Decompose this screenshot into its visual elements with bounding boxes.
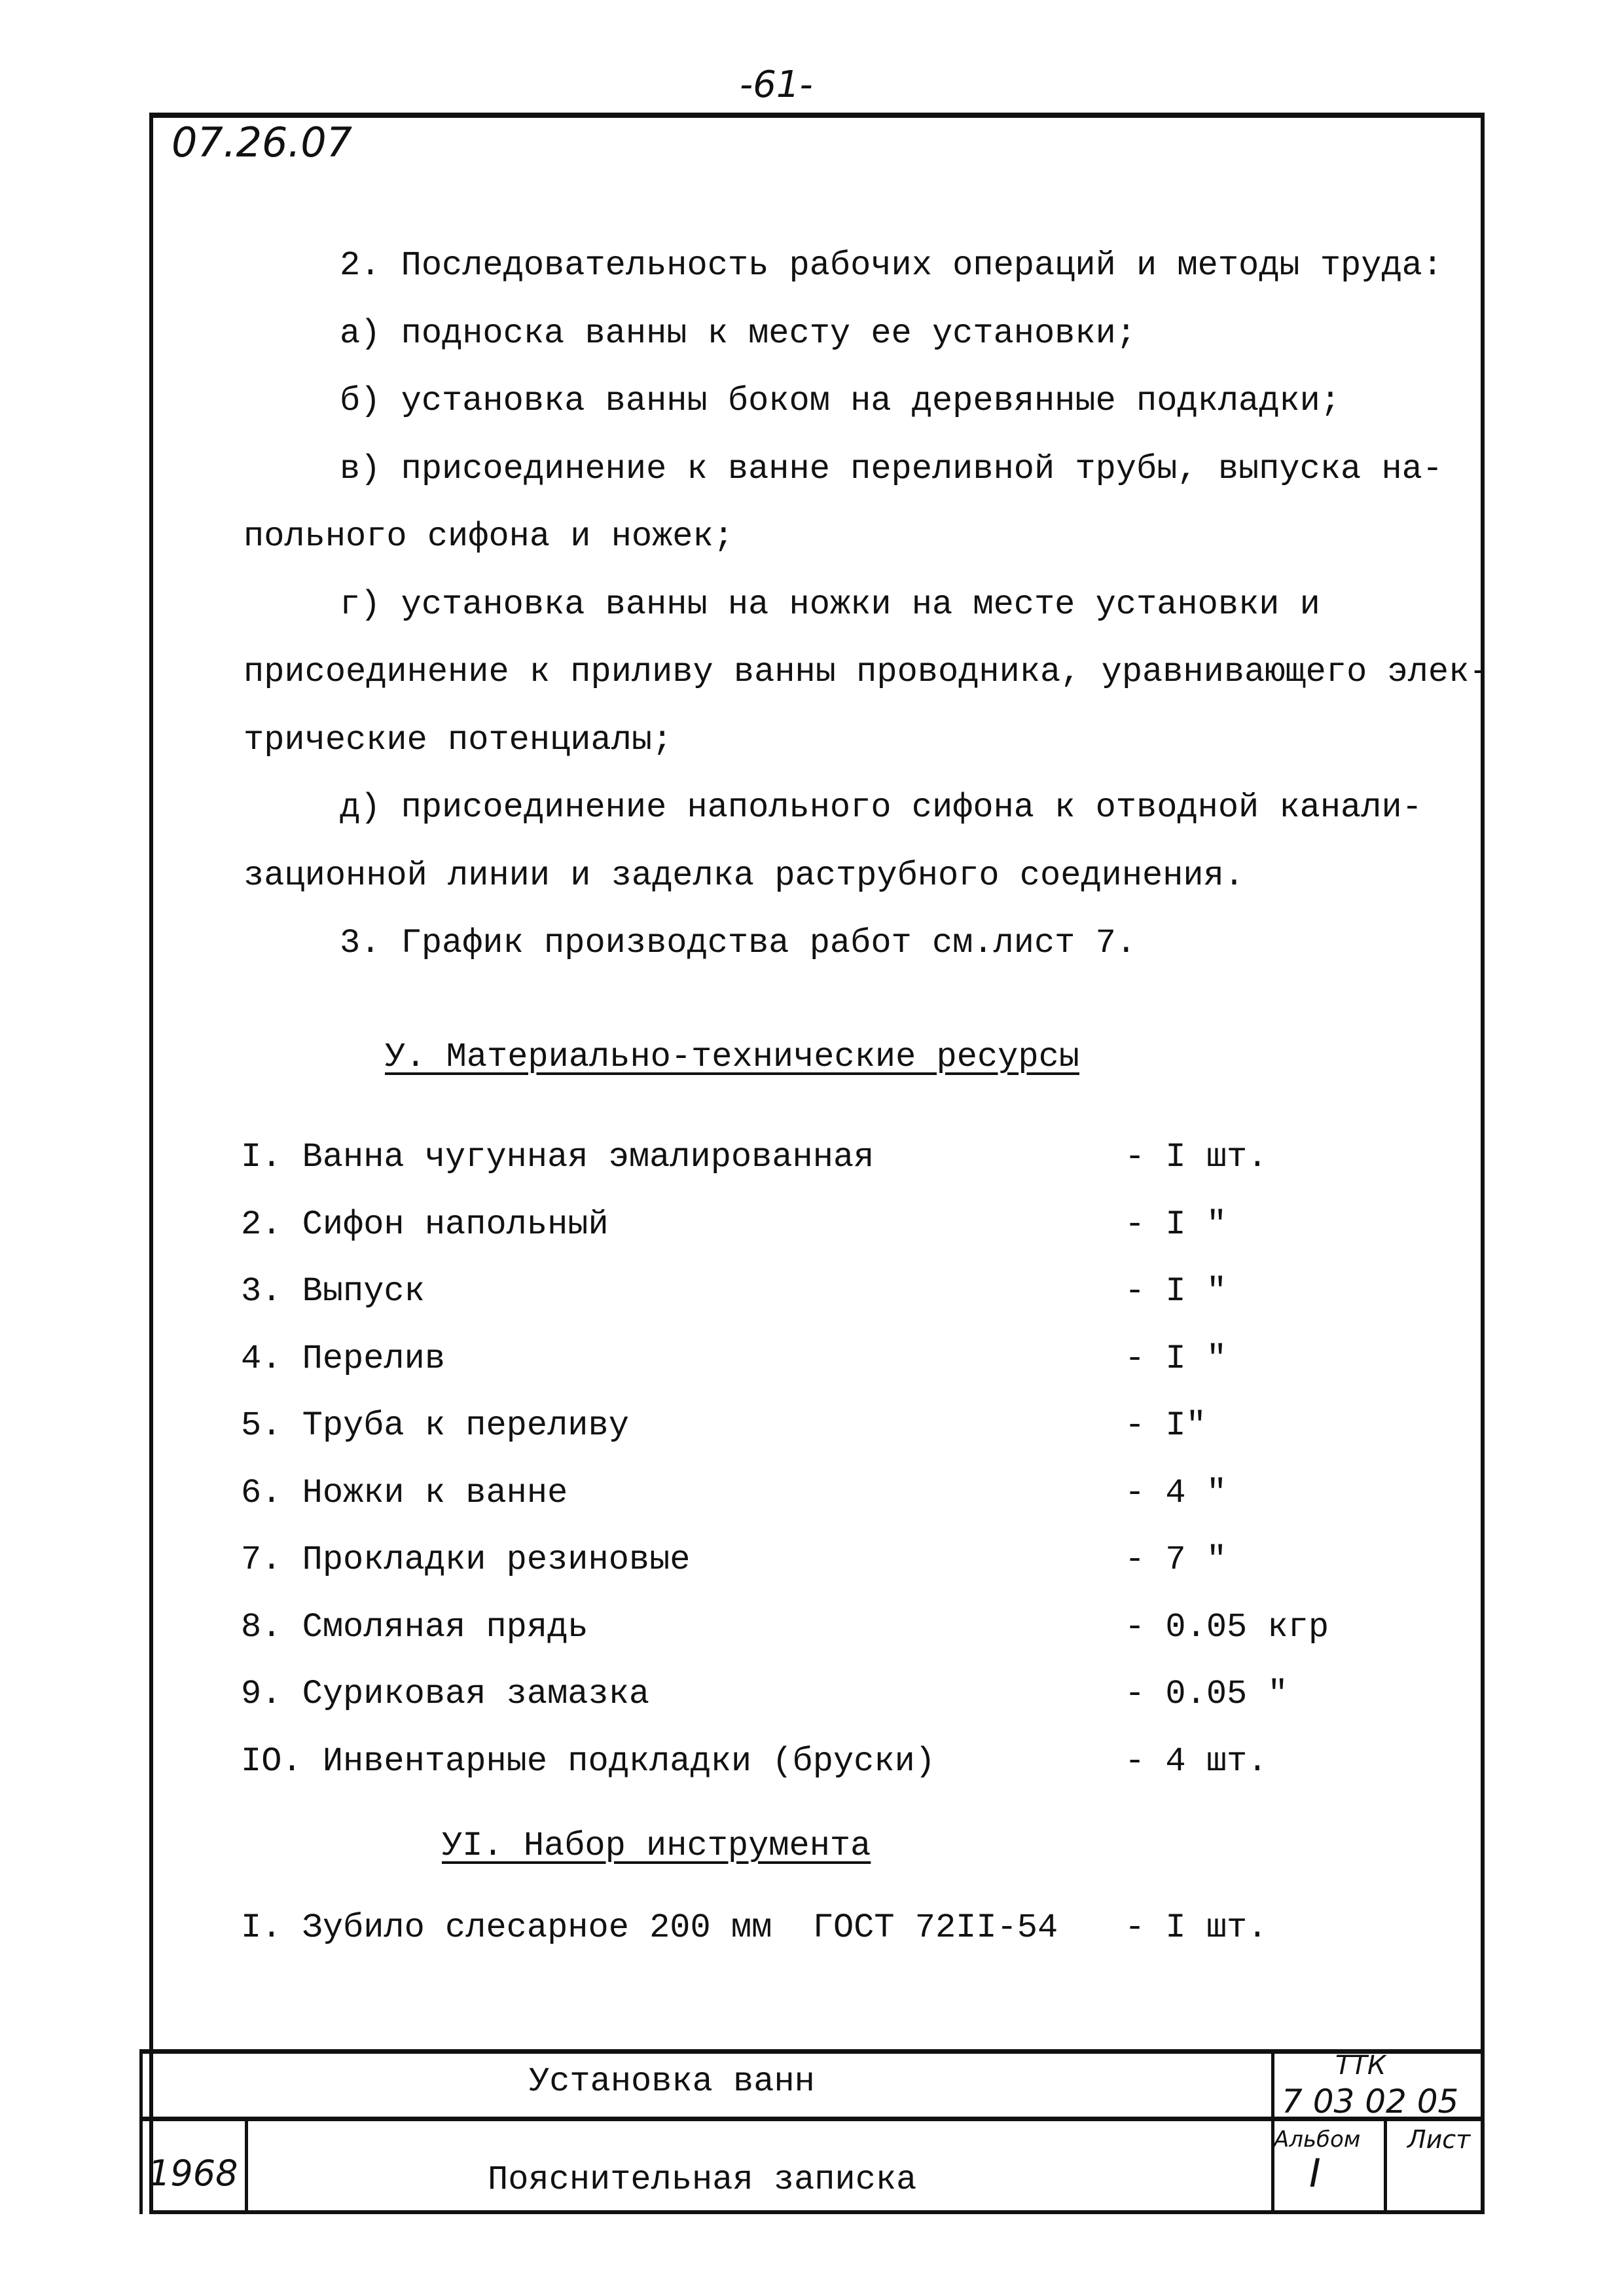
stamp-ttk-code: 7 03 02 05 [1282,2083,1459,2121]
material-item-name: 5. Труба к переливу [241,1406,629,1445]
stamp-year: 1968 [148,2153,238,2194]
tool-item-qty: - I шт. [1125,1908,1268,1947]
doc-code: 07.26.07 [171,118,353,166]
material-item-name: 4. Перелив [241,1339,446,1378]
material-item-qty: - 7 " [1125,1540,1227,1579]
operation-line: д) присоединение напольного сифона к отводной канали- [340,788,1422,827]
material-item-qty: - I " [1125,1272,1227,1311]
material-item-qty: - 4 " [1125,1473,1227,1512]
material-item-name: 9. Суриковая замазка [241,1675,650,1713]
operation-line: польного сифона и ножек; [244,517,734,556]
material-item-qty: - I" [1125,1406,1206,1445]
material-item-name: 7. Прокладки резиновые [241,1540,691,1579]
stamp-sheet-label: Лист [1407,2125,1471,2154]
operation-line: присоединение к приливу ванны проводника, уравнивающего элек- [244,653,1490,691]
material-item-name: 8. Смоляная прядь [241,1607,588,1647]
stamp-album-value: I [1309,2151,1321,2196]
tool-item-name: I. Зубило слесарное 200 мм ГОСТ 72II-54 [241,1908,1058,1947]
tools-heading: УI. Набор инструмента [442,1827,871,1865]
material-item-qty: - 0.05 кгр [1125,1607,1329,1647]
operation-line: в) присоединение к ванне переливной трубы, выпуска на- [340,449,1443,488]
operation-line: зационной линии и заделка раструбного соединения. [244,856,1245,895]
stamp-ttk-label: ТТК [1335,2050,1386,2081]
stamp-subtitle: Пояснительная записка [488,2160,917,2199]
material-item-name: 3. Выпуск [241,1272,425,1311]
page-number: -61- [740,64,813,106]
material-item-qty: - 0.05 " [1125,1675,1288,1713]
stamp-album-label: Альбом [1274,2126,1361,2153]
material-item-name: IO. Инвентарные подкладки (бруски) [241,1741,935,1781]
materials-heading: У. Материально-технические ресурсы [385,1038,1079,1076]
material-item-qty: - I шт. [1125,1138,1268,1176]
material-item-qty: - I " [1125,1339,1227,1378]
operation-line: 2. Последовательность рабочих операций и методы труда: [340,246,1443,285]
material-item-name: I. Ванна чугунная эмалированная [241,1138,875,1176]
operation-line: г) установка ванны на ножки на месте установки и [340,585,1320,624]
material-item-name: 6. Ножки к ванне [241,1473,568,1512]
material-item-qty: - 4 шт. [1125,1741,1268,1781]
material-item-qty: - I " [1125,1205,1227,1244]
stamp-title: Установка ванн [529,2062,815,2101]
operation-line: а) подноска ванны к месту ее установки; [340,314,1136,353]
operation-line: б) установка ванны боком на деревянные подкладки; [340,382,1341,420]
material-item-name: 2. Сифон напольный [241,1205,609,1244]
operation-line: трические потенциалы; [244,720,673,759]
operation-line: 3. График производства работ см.лист 7. [340,924,1136,962]
